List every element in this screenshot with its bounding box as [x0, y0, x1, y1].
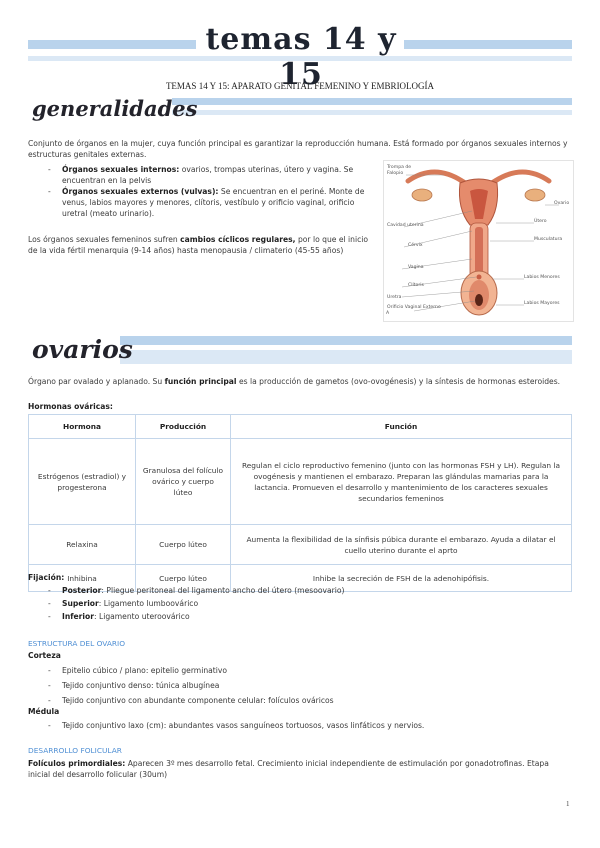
ovarios-band-2 [120, 350, 572, 364]
estructura-heading: ESTRUCTURA DEL OVARIO [28, 639, 126, 648]
table-cell: Aumenta la flexibilidad de la sínfisis púbica durante el embarazo. Ayuda a dilatar el cuello uterino durante el aprto [231, 525, 572, 565]
generalidades-intro: Conjunto de órganos en la mujer, cuya función principal es garantizar la reproducción humana. Está formado por órganos sexuales internos y estructuras genitales externas. [28, 139, 568, 159]
list-item: - Tejido conjuntivo laxo (cm): abundantes vasos sanguíneos tortuosos, vasos linfáticos y nervios. [40, 720, 570, 731]
table-header: Hormona [29, 415, 136, 439]
list-item: - Superior: Ligamento lumboovárico [40, 597, 560, 610]
table-cell: Relaxina [29, 525, 136, 565]
figure-label: Clítoris [408, 283, 424, 288]
page-number: 1 [566, 800, 570, 808]
figure-label: Musculatura [534, 237, 563, 242]
female-reproductive-figure [383, 160, 574, 322]
figure-label: Labios Menores [524, 275, 560, 280]
figure-label: Útero [534, 219, 547, 224]
list-item: - Inferior: Ligamento uteroovárico [40, 610, 560, 623]
table-row [29, 439, 572, 525]
list-item: - Órganos sexuales externos (vulvas): Se encuentran en el periné. Monte de venus, labios mayores y menores, clítoris, vestíbulo y orificio vaginal, orificio uretral (meato urinario). [40, 186, 375, 219]
document-title: TEMAS 14 Y 15: APARATO GENITAL FEMENINO Y EMBRIOLOGÍA [165, 81, 435, 91]
table-header-row [29, 415, 572, 439]
fijacion-label: Fijación: [28, 573, 65, 582]
table-cell: Regulan el ciclo reproductivo femenino (junto con las hormonas FSH y LH). Regulan la ovogénesis y mantienen el embarazo. Preparan las glándulas mamarias para la lactancia. Promueven el desarrollo y mantenimiento de los caracteres sexuales secundarios femeninos [231, 439, 572, 525]
table-cell: Cuerpo lúteo [136, 565, 231, 592]
header-band-left [28, 40, 196, 49]
list-item: - Tejido conjuntivo con abundante componente celular: folículos ováricos [40, 693, 560, 708]
table-cell: Cuerpo lúteo [136, 525, 231, 565]
ovarios-band [120, 336, 572, 345]
medula-label: Médula [28, 707, 60, 716]
table-header: Producción [136, 415, 231, 439]
medula-list [40, 720, 570, 731]
ovarios-heading: ovarios [32, 335, 133, 364]
table-cell: Inhibina [29, 565, 136, 592]
table-header: Función [231, 415, 572, 439]
hormonas-label: Hormonas ováricas: [28, 402, 113, 411]
list-item: - Posterior: Pliegue peritoneal del ligamento ancho del útero (mesoovario) [40, 584, 560, 597]
table-cell: Inhibe la secreción de FSH de la adenohipófisis. [231, 565, 572, 592]
figure-label: Cérvix [408, 243, 423, 248]
generalidades-band [172, 98, 572, 105]
figure-label: Uretra [387, 295, 402, 300]
corteza-list [40, 663, 560, 708]
desarrollo-text: Folículos primordiales: Aparecen 3º mes desarrollo fetal. Crecimiento inicial independiente de estimulación por gonadotrofinas. Etapa inicial del desarrollo folicular (30um) [28, 759, 549, 779]
generalidades-band-2 [172, 110, 572, 115]
figure-label: Labios Mayores [524, 301, 560, 306]
list-item: - Epitelio cúbico / plano: epitelio germinativo [40, 663, 560, 678]
table-row [29, 525, 572, 565]
figure-label: Vagina [408, 265, 424, 270]
list-item: - Tejido conjuntivo denso: túnica albugínea [40, 678, 560, 693]
figure-label: Trompa de Falopio [387, 165, 412, 176]
figure-label: Orificio Vaginal Externo [387, 305, 441, 310]
table-cell: Granulosa del folículo ovárico y cuerpo lúteo [136, 439, 231, 525]
page-title: temas 14 y 15 [205, 22, 397, 92]
fijacion-list [40, 584, 560, 623]
generalidades-heading: generalidades [32, 96, 198, 121]
corteza-label: Corteza [28, 651, 61, 660]
list-item: - Órganos sexuales internos: ovarios, trompas uterinas, útero y vagina. Se encuentran en la pelvis [40, 164, 375, 186]
generalidades-list [40, 164, 375, 219]
desarrollo-heading: DESARROLLO FOLICULAR [28, 746, 122, 755]
figure-label: Ovario [554, 201, 570, 206]
figure-label: Cavidad uterina [387, 223, 424, 228]
hormonas-table [28, 414, 572, 592]
ovarios-intro: Órgano par ovalado y aplanado. Su función principal es la producción de gametos (ovo-ovogénesis) y la síntesis de hormonas esteroides. [28, 377, 561, 386]
generalidades-cycle: Los órganos sexuales femeninos sufren cambios cíclicos regulares, por lo que el inicio de la vida fértil menarquia (9-14 años) hasta menopausia / climaterio (45-55 años) [28, 235, 369, 255]
table-cell: Estrógenos (estradiol) y progesterona [29, 439, 136, 525]
header-band-right [404, 40, 572, 49]
figure-corner-label: A [386, 311, 390, 316]
